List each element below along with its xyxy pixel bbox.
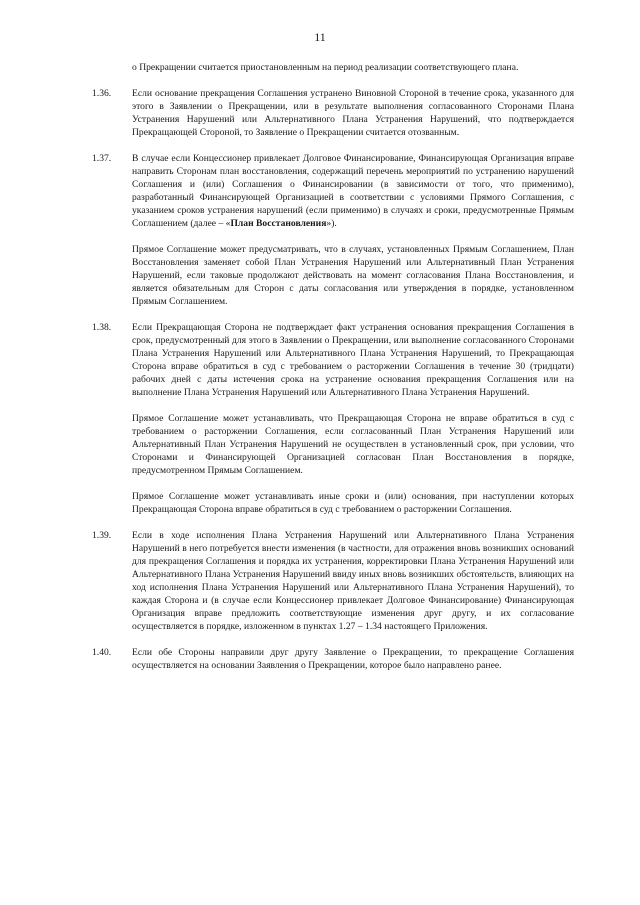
clause-number: 1.38.: [92, 322, 112, 333]
defined-term: План Восстановления: [230, 218, 327, 229]
clause-text: Если в ходе исполнения Плана Устранения Нарушений или Альтернативного Плана Устранения Нарушений в него потребуется внести изменения (в частности, для отражения вновь возникших оснований для прекращения Соглашения и порядка их устранения, корректировки Плана Устранения Нарушений или Альтернативного Плана Устранения Нарушений ввиду иных вновь возникших обстоятельств, влияющих на ход исполнения Плана Устранения Нарушений или Альтернативного Плана Устранения Нарушений), то каждая Сторона и (в случае если Концессионер привлекает Долговое Финансирование) Финансирующая Организация вправе предложить соответствующие изменения друг другу, и их согласование осуществляется в порядке, изложенном в пунктах 1.27 – 1.34 настоящего Приложения.: [132, 530, 574, 632]
continuation-paragraph: о Прекращении считается приостановленным на период реализации соответствующего плана.: [132, 62, 519, 73]
clause-1-38: [92, 321, 574, 399]
clause-text: Если обе Стороны направили друг другу Заявление о Прекращении, то прекращение Соглашения осуществляется на основании Заявления о Прекращении, которое было направлено ранее.: [132, 647, 574, 671]
sub-paragraph: Прямое Соглашение может устанавливать, что Прекращающая Сторона не вправе обратиться в суд с требованием о расторжении Соглашения, если согласованный План Устранения Нарушений или Альтернативный План Устранения Нарушений не осуществлен в установленный срок, при условии, что Сторонами и Финансирующей Организацией согласован План Восстановления в порядке, предусмотренном Прямым Соглашением.: [132, 413, 574, 476]
clause-number: 1.36.: [92, 88, 112, 99]
page-number: 11: [314, 30, 326, 44]
clause-1-37: [92, 152, 574, 230]
clause-number: 1.40.: [92, 647, 112, 658]
clause-1-40: [92, 646, 574, 672]
clause-1-39: [92, 529, 574, 633]
sub-paragraph: Прямое Соглашение может предусматривать, что в случаях, установленных Прямым Соглашением, План Восстановления заменяет собой План Устранения Нарушений или Альтернативный План Устранения Нарушений, если таковые продолжают действовать на момент согласования Плана Восстановления, и является обязательным для Сторон с даты согласования или утверждения в порядке, установленном Прямым Соглашением.: [132, 244, 574, 307]
clause-text: Если Прекращающая Сторона не подтверждает факт устранения основания прекращения Соглашения в срок, предусмотренный для этого в Заявлении о Прекращении, или выполнение согласованного Сторонами Плана Устранения Нарушений или Альтернативного Плана Устранения Нарушений, то Прекращающая Сторона вправе обратиться в суд с требованием о расторжении Соглашения в течение 30 (тридцати) рабочих дней с даты истечения срока на устранение основания прекращения Соглашения или на выполнение Плана Устранения Нарушений или Альтернативного Плана Устранения Нарушений.: [132, 322, 574, 398]
document-body: [92, 61, 574, 672]
clause-text-end: »).: [326, 218, 337, 229]
clause-text: [132, 152, 574, 230]
clause-number: 1.39.: [92, 530, 112, 541]
clause-text-start: В случае если Концессионер привлекает Долговое Финансирование, Финансирующая Организация вправе направить Сторонам план восстановления, содержащий перечень мероприятий по устранению нарушений Соглашения и (или) Соглашения о Финансировании (в зависимости от того, что применимо), разработанный Финансирующей Организацией в соответствии с условиями Прямого Соглашения, с указанием сроков устранения нарушений (если применимо) в случаях и сроки, предусмотренные Прямым Соглашением (далее – «: [132, 153, 574, 229]
clause-1-36: [92, 87, 574, 139]
clause-number: 1.37.: [92, 153, 112, 164]
clause-text: Если основание прекращения Соглашения устранено Виновной Стороной в течение срока, указанного для этого в Заявлении о Прекращении, или в результате выполнения согласованного Сторонами Плана Устранения Нарушений или Альтернативного Плана Устранения Нарушений, что подтверждается Прекращающей Стороной, то Заявление о Прекращении считается отозванным.: [132, 88, 574, 138]
sub-paragraph: Прямое Соглашение может устанавливать иные сроки и (или) основания, при наступлении которых Прекращающая Сторона вправе обратиться в суд с требованием о расторжении Соглашения.: [132, 491, 574, 515]
